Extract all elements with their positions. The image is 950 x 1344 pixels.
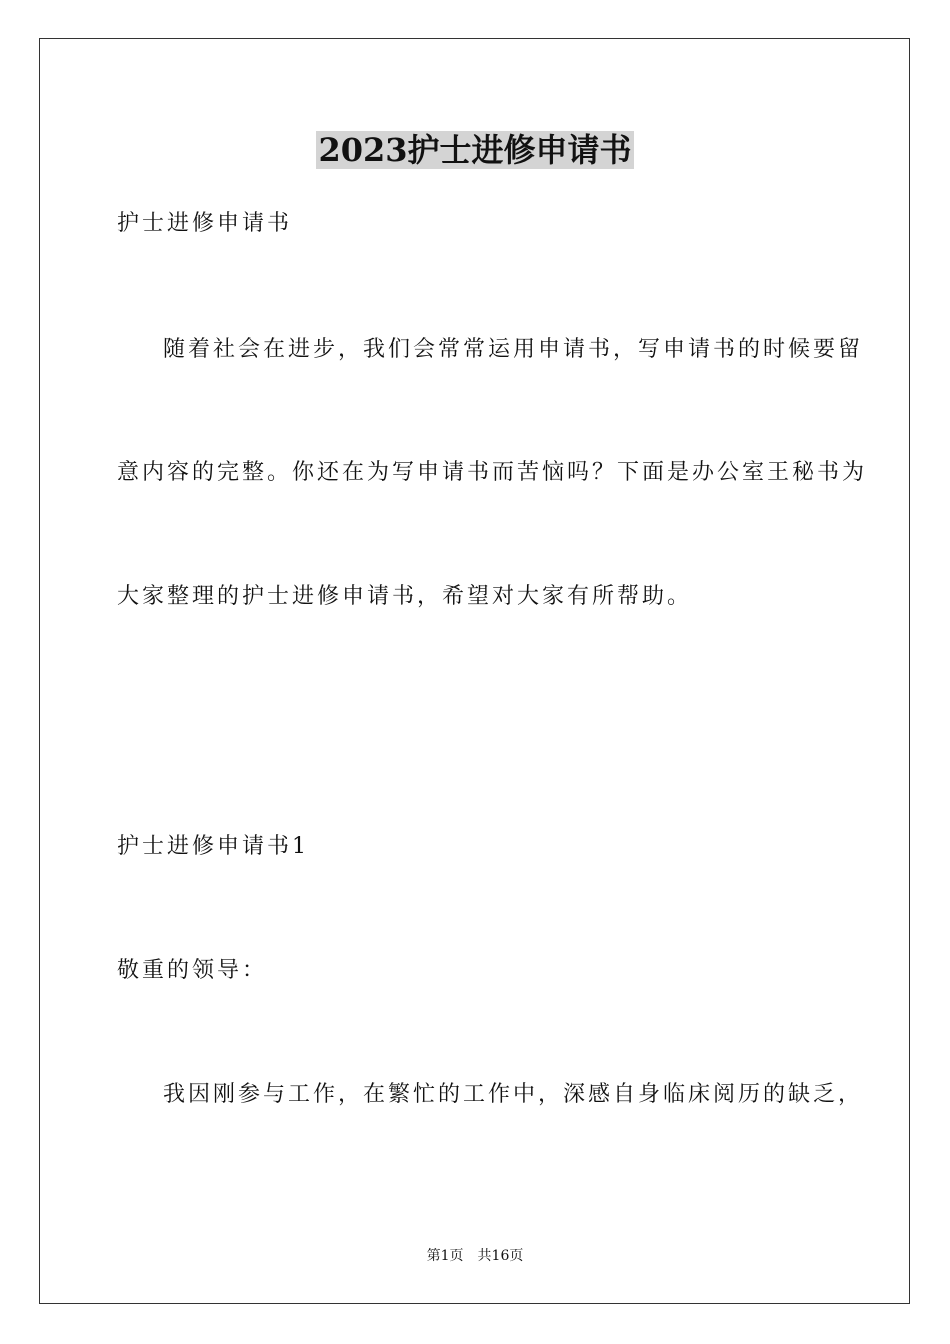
section-heading: 护士进修申请书1 [117, 834, 309, 859]
intro-line-2: 意内容的完整。你还在为写申请书而苦恼吗？下面是办公室王秘书为 [117, 460, 868, 485]
salutation: 敬重的领导： [117, 958, 268, 983]
intro-line-3: 大家整理的护士进修申请书，希望对大家有所帮助。 [117, 584, 693, 609]
document-subtitle: 护士进修申请书 [117, 211, 293, 236]
body-line-1: 我因刚参与工作，在繁忙的工作中，深感自身临床阅历的缺乏， [163, 1082, 864, 1107]
document-title [0, 128, 950, 172]
intro-line-1: 随着社会在进步，我们会常常运用申请书，写申请书的时候要留 [163, 337, 864, 362]
page-number: 第1页 共16页 [426, 1248, 524, 1264]
document-title-text: 2023护士进修申请书 [318, 131, 632, 169]
